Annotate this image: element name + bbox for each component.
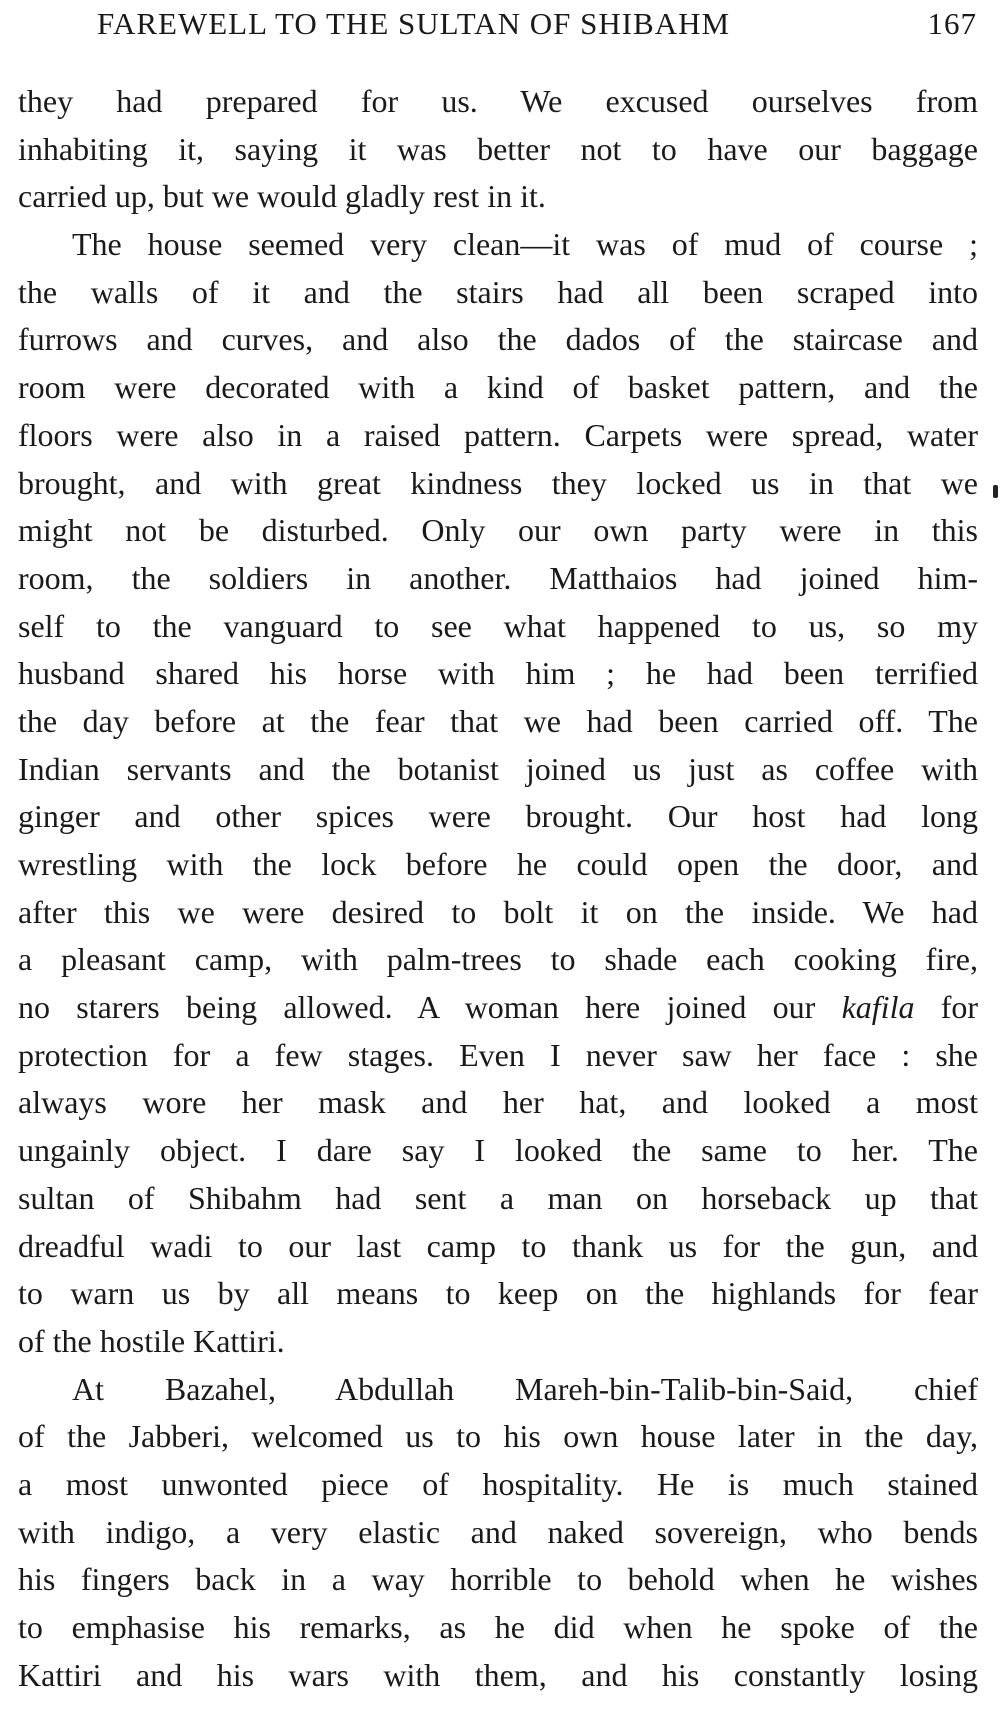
text-line: his fingers back in a way horrible to behold when he wishes [18, 1561, 978, 1598]
text-line: Indian servants and the botanist joined us just as coffee with [18, 750, 978, 787]
text-line: Kattiri and his wars with them, and his constantly losing [18, 1656, 978, 1693]
text-segment: no starers being allowed. A woman here joined our [18, 989, 842, 1026]
text-line: of the hostile Kattiri. [18, 1322, 285, 1359]
text-line: brought, and with great kindness they locked us in that we [18, 464, 978, 501]
text-line: ungainly object. I dare say I looked the same to her. The [18, 1132, 978, 1169]
text-line: room, the soldiers in another. Matthaios had joined him- [18, 559, 978, 596]
text-line: might not be disturbed. Only our own party were in this [18, 512, 978, 549]
page-number: 167 [927, 6, 977, 41]
text-line: after this we were desired to bolt it on the inside. We had [18, 893, 978, 930]
text-line: self to the vanguard to see what happened to us, so my [18, 607, 978, 644]
italic-word-kafila: kafila [841, 989, 915, 1026]
text-line: a pleasant camp, with palm-trees to shade each cooking fire, [18, 941, 978, 978]
text-line: ginger and other spices were brought. Our host had long [18, 798, 978, 835]
paragraph-start-line: The house seemed very clean—it was of mud of course ; [72, 226, 978, 263]
text-line: a most unwonted piece of hospitality. He is much stained [18, 1465, 978, 1502]
text-line: they had prepared for us. We excused ourselves from [18, 83, 978, 119]
text-line: protection for a few stages. Even I never saw her face : she [18, 1036, 978, 1073]
text-line: with indigo, a very elastic and naked sovereign, who bends [18, 1513, 978, 1550]
text-line: to emphasise his remarks, as he did when he spoke of the [18, 1609, 978, 1645]
text-line: floors were also in a raised pattern. Carpets were spread, water [18, 416, 978, 453]
text-line: furrows and curves, and also the dados of the staircase and [18, 321, 978, 358]
text-line: to warn us by all means to keep on the highlands for fear [18, 1275, 978, 1312]
text-line-with-italic [18, 984, 978, 1032]
paragraph-start-line: At Bazahel, Abdullah Mareh-bin-Talib-bin-Said, chief [72, 1370, 978, 1407]
text-line: inhabiting it, saying it was better not to have our baggage [18, 130, 978, 167]
text-line: of the Jabberi, welcomed us to his own house later in the day, [18, 1418, 978, 1455]
text-line: carried up, but we would gladly rest in it. [18, 178, 546, 215]
text-segment: for [914, 989, 978, 1026]
text-line: wrestling with the lock before he could open the door, and [18, 846, 978, 882]
margin-ink-mark [993, 485, 998, 498]
text-line: the walls of it and the stairs had all been scraped into [18, 273, 978, 310]
text-line: the day before at the fear that we had been carried off. The [18, 702, 978, 739]
running-head [97, 6, 977, 50]
text-line: sultan of Shibahm had sent a man on horseback up that [18, 1179, 978, 1216]
text-line: always wore her mask and her hat, and looked a most [18, 1084, 978, 1121]
text-line: husband shared his horse with him ; he had been terrified [18, 655, 978, 692]
text-line: dreadful wadi to our last camp to thank us for the gun, and [18, 1227, 978, 1264]
body-text [18, 78, 978, 1699]
text-line: room were decorated with a kind of basket pattern, and the [18, 369, 978, 406]
chapter-title: FAREWELL TO THE SULTAN OF SHIBAHM [97, 6, 731, 41]
